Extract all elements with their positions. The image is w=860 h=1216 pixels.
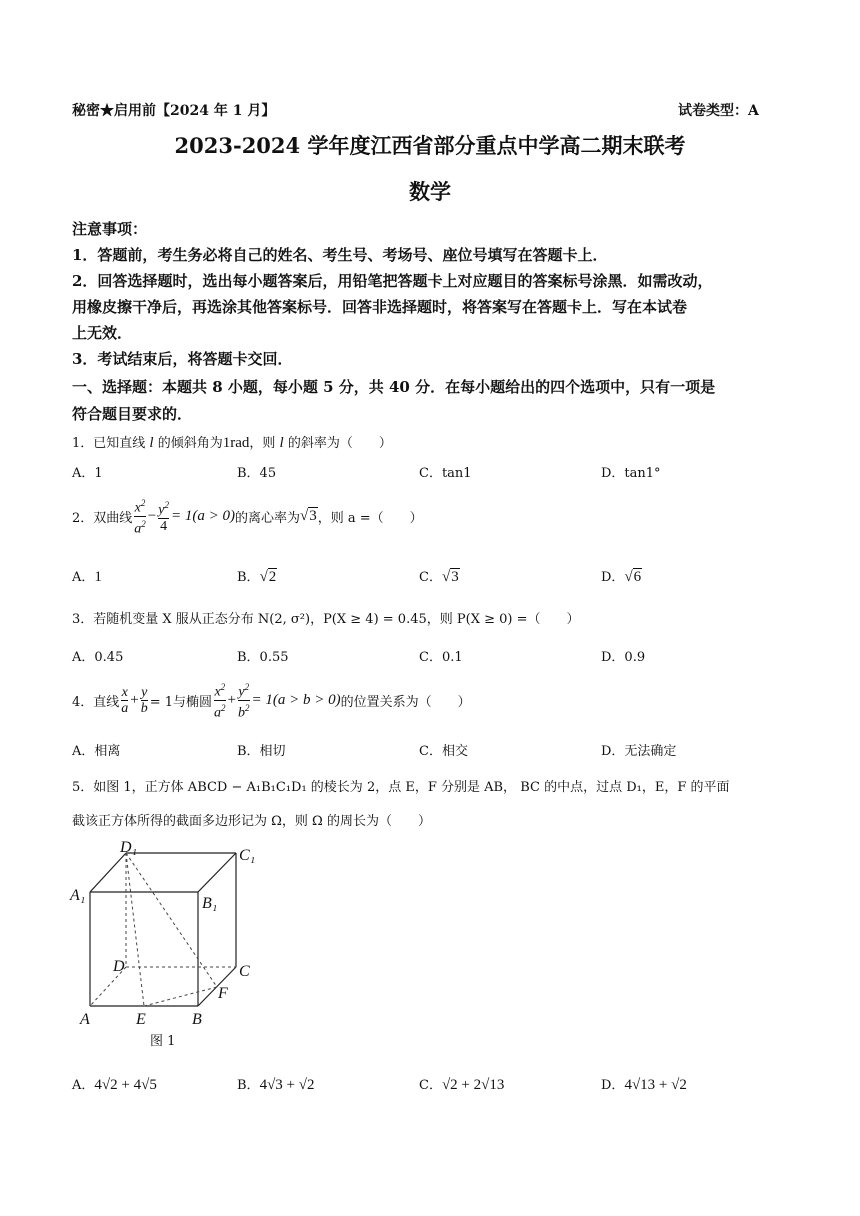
fraction-y-b: $\frac{y}{b}$: [140, 684, 148, 716]
option-a[interactable]: A．相离: [72, 744, 121, 759]
option-d[interactable]: D．0.9: [601, 650, 646, 665]
option-b[interactable]: B．√2: [237, 569, 277, 585]
sqrt-3: √3: [299, 507, 317, 524]
figure-caption: 图 1: [150, 1034, 176, 1049]
notes-heading: 注意事项：: [72, 220, 148, 238]
label-f: F: [218, 985, 228, 1002]
option-b[interactable]: B．0.55: [237, 650, 289, 665]
option-c[interactable]: C．0.1: [419, 650, 463, 665]
fraction-x-a: $\frac{x}{a}$: [121, 684, 129, 716]
option-a[interactable]: A．1: [72, 569, 102, 585]
question-4: 4．直线 $\frac{x}{a}$ + $\frac{y}{b}$ = 1与椭圆 $\frac{x^2}{a^2}$ + $\frac{y^2}{b^2}$ = 1(a > b > 0) 的位置关系为（ ）: [72, 681, 471, 721]
note-item: 2．回答选择题时，选出每小题答案后，用铅笔把答题卡上对应题目的答案标号涂黑．如需改动，: [72, 272, 713, 290]
question-5-cont: 截该正方体所得的截面多边形记为 Ω，则 Ω 的周长为（ ）: [72, 814, 431, 829]
question-3: 3．若随机变量 X 服从正态分布 N(2, σ²)，P(X ≥ 4) = 0.45，则 P(X ≥ 0) =（ ）: [72, 612, 580, 627]
option-a[interactable]: A．0.45: [72, 650, 124, 665]
option-c[interactable]: C．tan1: [419, 466, 472, 481]
fraction-y2-4: $\frac{y^2}{4}$: [158, 500, 169, 534]
confidential-header: 秘密★启用前【2024 年 1 月】: [72, 103, 276, 119]
question-1: 1．已知直线 l 的倾斜角为1rad，则 l 的斜率为（ ）: [72, 435, 392, 451]
label-c1: C₁: [239, 847, 256, 864]
paper-type: 试卷类型：A: [678, 103, 759, 119]
label-b1: B₁: [202, 895, 218, 912]
label-d1: D₁: [120, 839, 138, 856]
option-d[interactable]: D．无法确定: [601, 744, 677, 759]
option-d[interactable]: D．tan1°: [601, 466, 661, 481]
option-c[interactable]: C．相交: [419, 744, 468, 759]
fraction-x2-a2: $\frac{x^2}{a^2}$: [134, 497, 146, 537]
option-b[interactable]: B．相切: [237, 744, 286, 759]
question-2: 2．双曲线 $\frac{x^2}{a^2}$ − $\frac{y^2}{4}$ = 1(a > 0) 的离心率为 √3 ，则 a =（ ）: [72, 497, 423, 537]
exam-title: 2023-2024 学年度江西省部分重点中学高二期末联考: [174, 133, 686, 158]
option-c[interactable]: C．√2 + 2√13: [419, 1077, 505, 1093]
label-a1: A₁: [70, 887, 86, 904]
label-d: D: [113, 958, 125, 975]
option-b[interactable]: B．45: [237, 466, 277, 481]
note-item: 用橡皮擦干净后，再选涂其他答案标号．回答非选择题时，将答案写在答题卡上．写在本试卷: [72, 298, 688, 316]
option-d[interactable]: D．4√13 + √2: [601, 1077, 687, 1093]
note-item: 1．答题前，考生务必将自己的姓名、考生号、考场号、座位号填写在答题卡上．: [72, 246, 608, 264]
label-c: C: [239, 963, 250, 980]
fraction-y2-b2: $\frac{y^2}{b^2}$: [238, 681, 250, 721]
note-item: 3．考试结束后，将答题卡交回．: [72, 350, 293, 368]
option-c[interactable]: C．√3: [419, 569, 459, 585]
label-b: B: [192, 1011, 202, 1028]
option-b[interactable]: B．4√3 + √2: [237, 1077, 315, 1093]
cube-figure: [66, 838, 276, 1053]
label-a: A: [80, 1011, 90, 1028]
note-item: 上无效．: [72, 324, 133, 342]
question-5: 5．如图 1，正方体 ABCD − A₁B₁C₁D₁ 的棱长为 2，点 E，F 分别是 AB， BC 的中点，过点 D₁，E，F 的平面: [72, 780, 730, 795]
fraction-x2-a2: $\frac{x^2}{a^2}$: [214, 681, 226, 721]
option-a[interactable]: A．1: [72, 466, 103, 481]
section-heading-cont: 符合题目要求的．: [72, 405, 193, 423]
section-heading: 一、选择题：本题共 8 小题，每小题 5 分，共 40 分．在每小题给出的四个选项中，只有一项是: [72, 378, 716, 396]
label-e: E: [136, 1011, 146, 1028]
subject-title: 数学: [409, 179, 451, 204]
option-a[interactable]: A．4√2 + 4√5: [72, 1077, 157, 1093]
option-d[interactable]: D．√6: [601, 569, 642, 585]
